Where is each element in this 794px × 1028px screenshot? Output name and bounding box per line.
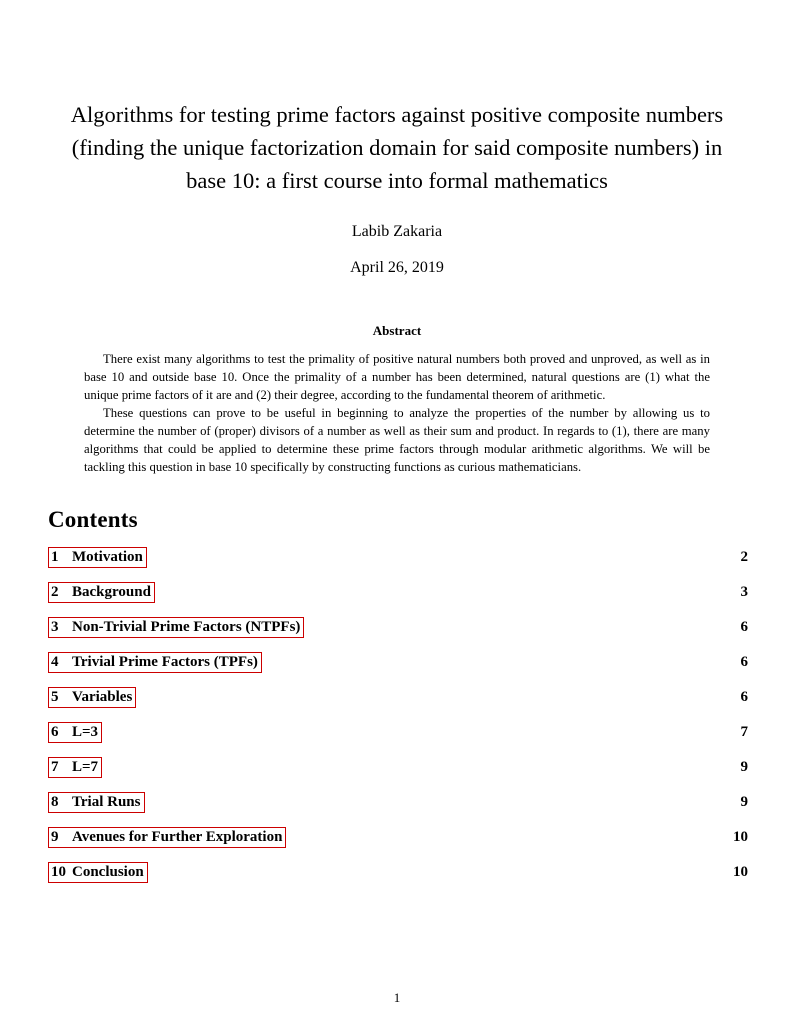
toc-row	[48, 687, 748, 708]
toc-section-title: Conclusion	[72, 864, 144, 880]
toc-row	[48, 827, 748, 848]
toc-section-number: 7	[51, 759, 59, 775]
toc-section-title: L=7	[72, 759, 99, 775]
toc-link-variables[interactable]	[48, 687, 136, 708]
toc-row	[48, 547, 748, 568]
paper-title: Algorithms for testing prime factors against positive composite numbers (finding the unique factorization domain for said composite numbers) in base 10: a first course into formal mathematics	[70, 102, 724, 193]
toc-section-title: L=3	[72, 724, 99, 740]
toc-row	[48, 757, 748, 778]
title-block	[0, 0, 794, 277]
toc-section-number: 4	[51, 654, 59, 670]
toc-section-title: Trial Runs	[72, 794, 141, 810]
toc-page-number: 7	[740, 724, 748, 740]
paper-date: April 26, 2019	[350, 259, 444, 276]
toc-page-number: 9	[740, 759, 748, 775]
paper-author: Labib Zakaria	[351, 223, 443, 240]
contents-heading: Contents	[48, 507, 138, 532]
toc-link-l3[interactable]	[48, 722, 102, 743]
toc-link-non-trivial-prime-factors[interactable]	[48, 617, 304, 638]
table-of-contents	[48, 547, 748, 883]
toc-page-number: 2	[740, 549, 748, 565]
toc-section-number: 3	[51, 619, 59, 635]
toc-page-number: 10	[733, 829, 748, 845]
toc-section-number: 10	[51, 864, 66, 880]
abstract-section	[84, 323, 710, 476]
abstract-paragraph-2: These questions can prove to be useful in beginning to analyze the properties of the number by allowing us to determine the number of (proper) divisors of a number as well as their sum and product. In regards to (1), there are many algorithms that could be applied to determine these prime factors through modular arithmetic algorithms. We will be tackling this question in base 10 specifically by constructing functions as curious mathematicians.	[84, 406, 710, 474]
toc-page-number: 10	[733, 864, 748, 880]
toc-row	[48, 862, 748, 883]
abstract-heading: Abstract	[372, 323, 422, 338]
toc-link-background[interactable]	[48, 582, 155, 603]
toc-section-number: 6	[51, 724, 59, 740]
toc-page-number: 3	[740, 584, 748, 600]
footer-page-number: 1	[393, 990, 401, 1005]
toc-section-title: Non-Trivial Prime Factors (NTPFs)	[72, 619, 301, 635]
toc-section-title: Background	[72, 584, 151, 600]
toc-row	[48, 792, 748, 813]
toc-section-number: 9	[51, 829, 59, 845]
toc-link-conclusion[interactable]	[48, 862, 148, 883]
toc-row	[48, 652, 748, 673]
toc-section-title: Variables	[72, 689, 133, 705]
abstract-paragraph-1: There exist many algorithms to test the primality of positive natural numbers both proved and unproved, as well as in base 10 and outside base 10. Once the primality of a number has been determined, natural questions are (1) what the unique prime factors of it are and (2) their degree, according to the fundamental theorem of arithmetic.	[84, 352, 710, 402]
contents-section	[48, 507, 748, 883]
toc-section-title: Motivation	[72, 549, 143, 565]
toc-section-title: Trivial Prime Factors (TPFs)	[72, 654, 258, 670]
toc-link-motivation[interactable]	[48, 547, 147, 568]
toc-page-number: 9	[740, 794, 748, 810]
toc-page-number: 6	[740, 689, 748, 705]
toc-section-title: Avenues for Further Exploration	[72, 829, 283, 845]
toc-link-trivial-prime-factors[interactable]	[48, 652, 262, 673]
toc-section-number: 5	[51, 689, 59, 705]
toc-row	[48, 617, 748, 638]
toc-link-trial-runs[interactable]	[48, 792, 145, 813]
toc-link-avenues-for-further-exploration[interactable]	[48, 827, 286, 848]
toc-row	[48, 722, 748, 743]
toc-row	[48, 582, 748, 603]
toc-section-number: 8	[51, 794, 59, 810]
toc-section-number: 1	[51, 549, 59, 565]
toc-section-number: 2	[51, 584, 59, 600]
toc-page-number: 6	[740, 619, 748, 635]
toc-link-l7[interactable]	[48, 757, 102, 778]
toc-page-number: 6	[740, 654, 748, 670]
